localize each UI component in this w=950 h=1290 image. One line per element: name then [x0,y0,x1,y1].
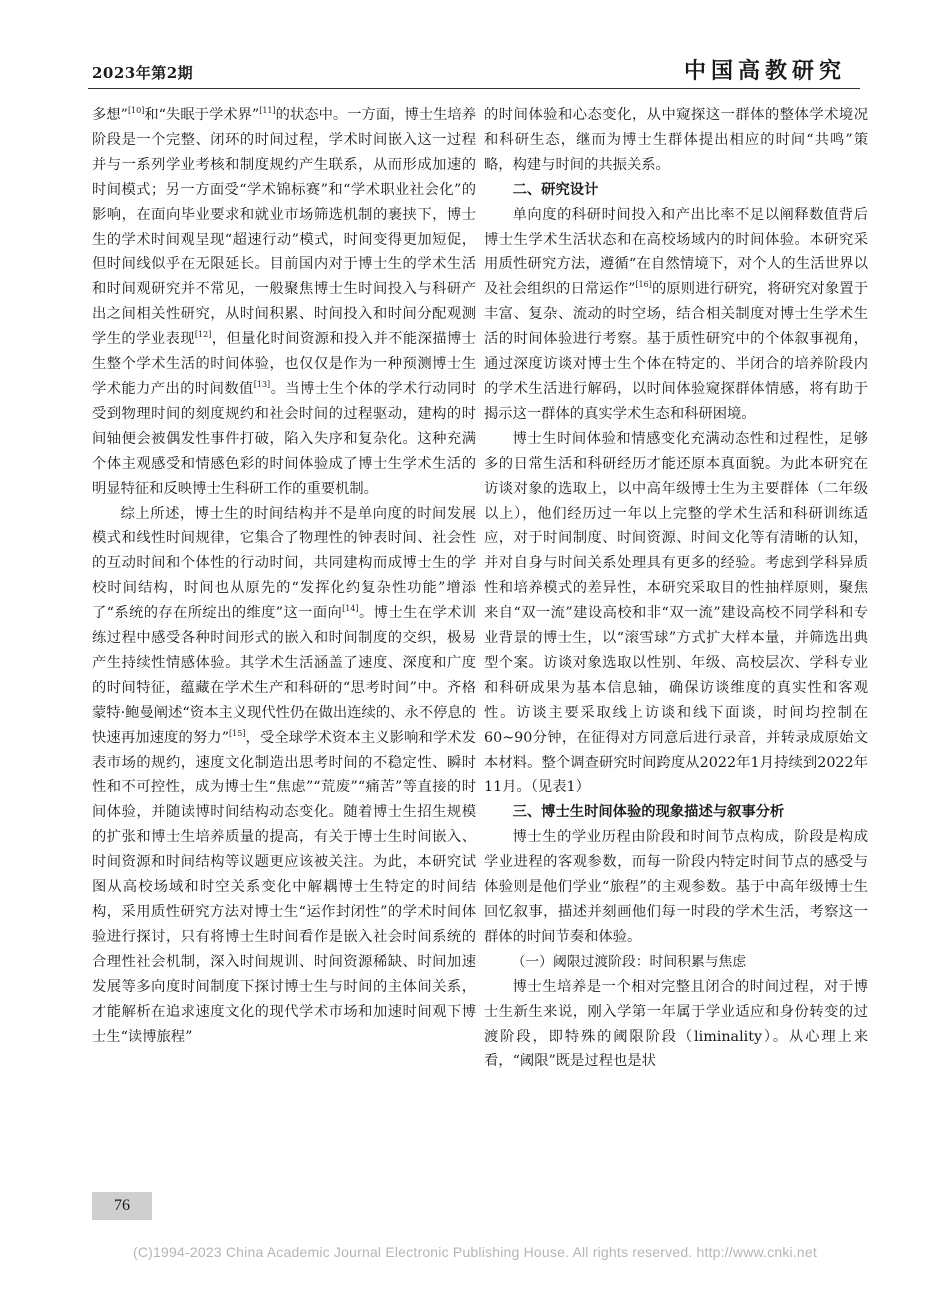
paragraph-left-1: 多想”[10]和“失眠于学术界”[11]的状态中。一方面，博士生培养阶段是一个完整、闭环的时间过程，学术时间嵌入这一过程并与一系列学业考核和制度规约产生联系，从而形成加速的时间模式；另一方面受“学术锦标赛”和“学术职业社会化”的影响，在面向毕业要求和就业市场筛选机制的裹挟下，博士生的学术时间观呈现“超速行动”模式，时间变得更加短促，但时间线似乎在无限延长。目前国内对于博士生的学术生活和时间观研究并不常见，一般聚焦博士生时间投入与科研产出之间相关性研究，从时间积累、时间投入和时间分配观测学生的学业表现[12]，但量化时间资源和投入并不能深描博士生整个学术生活的时间体验，也仅仅是作为一种预测博士生学术能力产出的时间数值[13]。当博士生个体的学术行动同时受到物理时间的刻度规约和社会时间的过程驱动，建构的时间轴便会被偶发性事件打破，陷入失序和复杂化。这种充满个体主观感受和情感色彩的时间体验成了博士生学术生活的明显特征和反映博士生科研工作的重要机制。 [92,106,476,497]
citation: [14] [342,604,359,614]
paragraph-left-2: 综上所述，博士生的时间结构并不是单向度的时间发展模式和线性时间规律，它集合了物理性的钟表时间、社会性的互动时间和个体性的行动时间，共同建构而成博士生的学校时间结构，时间也从原先的“发挥化约复杂性功能”增添了“系统的存在所绽出的维度”这一面向[14]。博士生在学术训练过程中感受各种时间形式的嵌入和时间制度的交织，极易产生持续性情感体验。其学术生活涵盖了速度、深度和广度的时间特征，蕴藏在学术生产和科研的“思考时间”中。齐格蒙特·鲍曼阐述“资本主义现代性仍在做出连续的、永不停息的快速再加速度的努力”[15]，受全球学术资本主义影响和学术发表市场的规约，速度文化制造出思考时间的不稳定性、瞬时性和不可控性，成为博士生“焦虑”“荒废”“痛苦”等直接的时间体验，并随读博时间结构动态变化。随着博士生招生规模的扩张和博士生培养质量的提高，有关于博士生时间嵌入、时间资源和时间结构等议题更应该被关注。为此，本研究试图从高校场域和时空关系变化中解耦博士生特定的时间结构，采用质性研究方法对博士生“运作封闭性”的学术时间体验进行探讨，只有将博士生时间看作是嵌入社会时间系统的合理性社会机制，深入时间规训、时间资源稀缺、时间加速发展等多向度时间制度下探讨博士生与时间的主体间关系，才能解析在追求速度文化的现代学术市场和加速时间观下博士生“读博旅程” [92,505,476,1045]
right-column [484,103,868,1115]
section-heading-phenomenon: 三、博士生时间体验的现象描述与叙事分析 [512,804,785,821]
citation: [10] [127,106,145,116]
paragraph-right-0: 的时间体验和心态变化，从中窥探这一群体的整体学术境况和科研生态，继而为博士生群体提出相应的时间“共鸣”策略，构建与时间的共振关系。 [484,107,868,173]
citation: [15] [229,728,246,738]
subsection-heading: （一）阈限过渡阶段：时间积累与焦虑 [511,953,747,970]
page-number: 76 [92,1192,152,1220]
copyright-footer: (C)1994-2023 China Academic Journal Electronic Publishing House. All rights reserved. http://www.cnki.net [133,1244,817,1260]
issue-label: 2023年第2期 [92,64,194,82]
left-column [92,103,476,1115]
citation: [11] [259,106,276,116]
journal-title: 中国高教研究 [683,58,846,84]
header-divider [88,88,860,89]
citation: [12] [194,330,212,340]
paragraph-right-3: 博士生的学业历程由阶段和时间节点构成，阶段是构成学业进程的客观参数，而每一阶段内特定时间节点的感受与体验则是他们学业“旅程”的主观参数。基于中高年级博士生回忆叙事，描述并刻画他们每一时段的学术生活，考察这一群体的时间节奏和体验。 [484,829,868,945]
section-heading-design: 二、研究设计 [512,181,599,198]
paragraph-right-2: 博士生时间体验和情感变化充满动态性和过程性，足够多的日常生活和科研经历才能还原本真面貌。为此本研究在访谈对象的选取上，以中高年级博士生为主要群体（二年级以上），他们经历过一年以上完整的学术生活和科研训练适应，对于时间制度、时间资源、时间文化等有清晰的认知，并对自身与时间关系处理具有更多的经验。考虑到学科异质性和培养模式的差异性，本研究采取目的性抽样原则，聚焦来自“双一流”建设高校和非“双一流”建设高校不同学科和专业背景的博士生，以“滚雪球”方式扩大样本量，并筛选出典型个案。访谈对象选取以性别、年级、高校层次、学科专业和科研成果为基本信息轴，确保访谈维度的真实性和客观性。访谈主要采取线上访谈和线下面谈，时间均控制在60~90分钟，在征得对方同意后进行录音，并转录成原始文本材料。整个调查研究时间跨度从2022年1月持续到2022年11月。（见表1） [484,430,868,796]
paragraph-right-4: 博士生培养是一个相对完整且闭合的时间过程，对于博士生新生来说，刚入学第一年属于学业适应和身份转变的过渡阶段，即特殊的阈限阶段（liminality）。从心理上来看，“阈限”既是过程也是状 [484,978,868,1070]
paragraph-right-1: 单向度的科研时间投入和产出比率不足以阐释数值背后博士生学术生活状态和在高校场域内的时间体验。本研究采用质性研究方法，遵循“在自然情境下，对个人的生活世界以及社会组织的日常运作”[16]的原则进行研究，将研究对象置于丰富、复杂、流动的时空场，结合相关制度对博士生学术生活的时间体验进行考察。基于质性研究中的个体叙事视角，通过深度访谈对博士生个体在特定的、半闭合的培养阶段内的学术生活进行解码，以时间体验窥探群体情感，将有助于揭示这一群体的真实学术生态和科研困境。 [484,206,868,422]
citation: [13] [253,380,271,390]
citation: [16] [635,280,652,290]
